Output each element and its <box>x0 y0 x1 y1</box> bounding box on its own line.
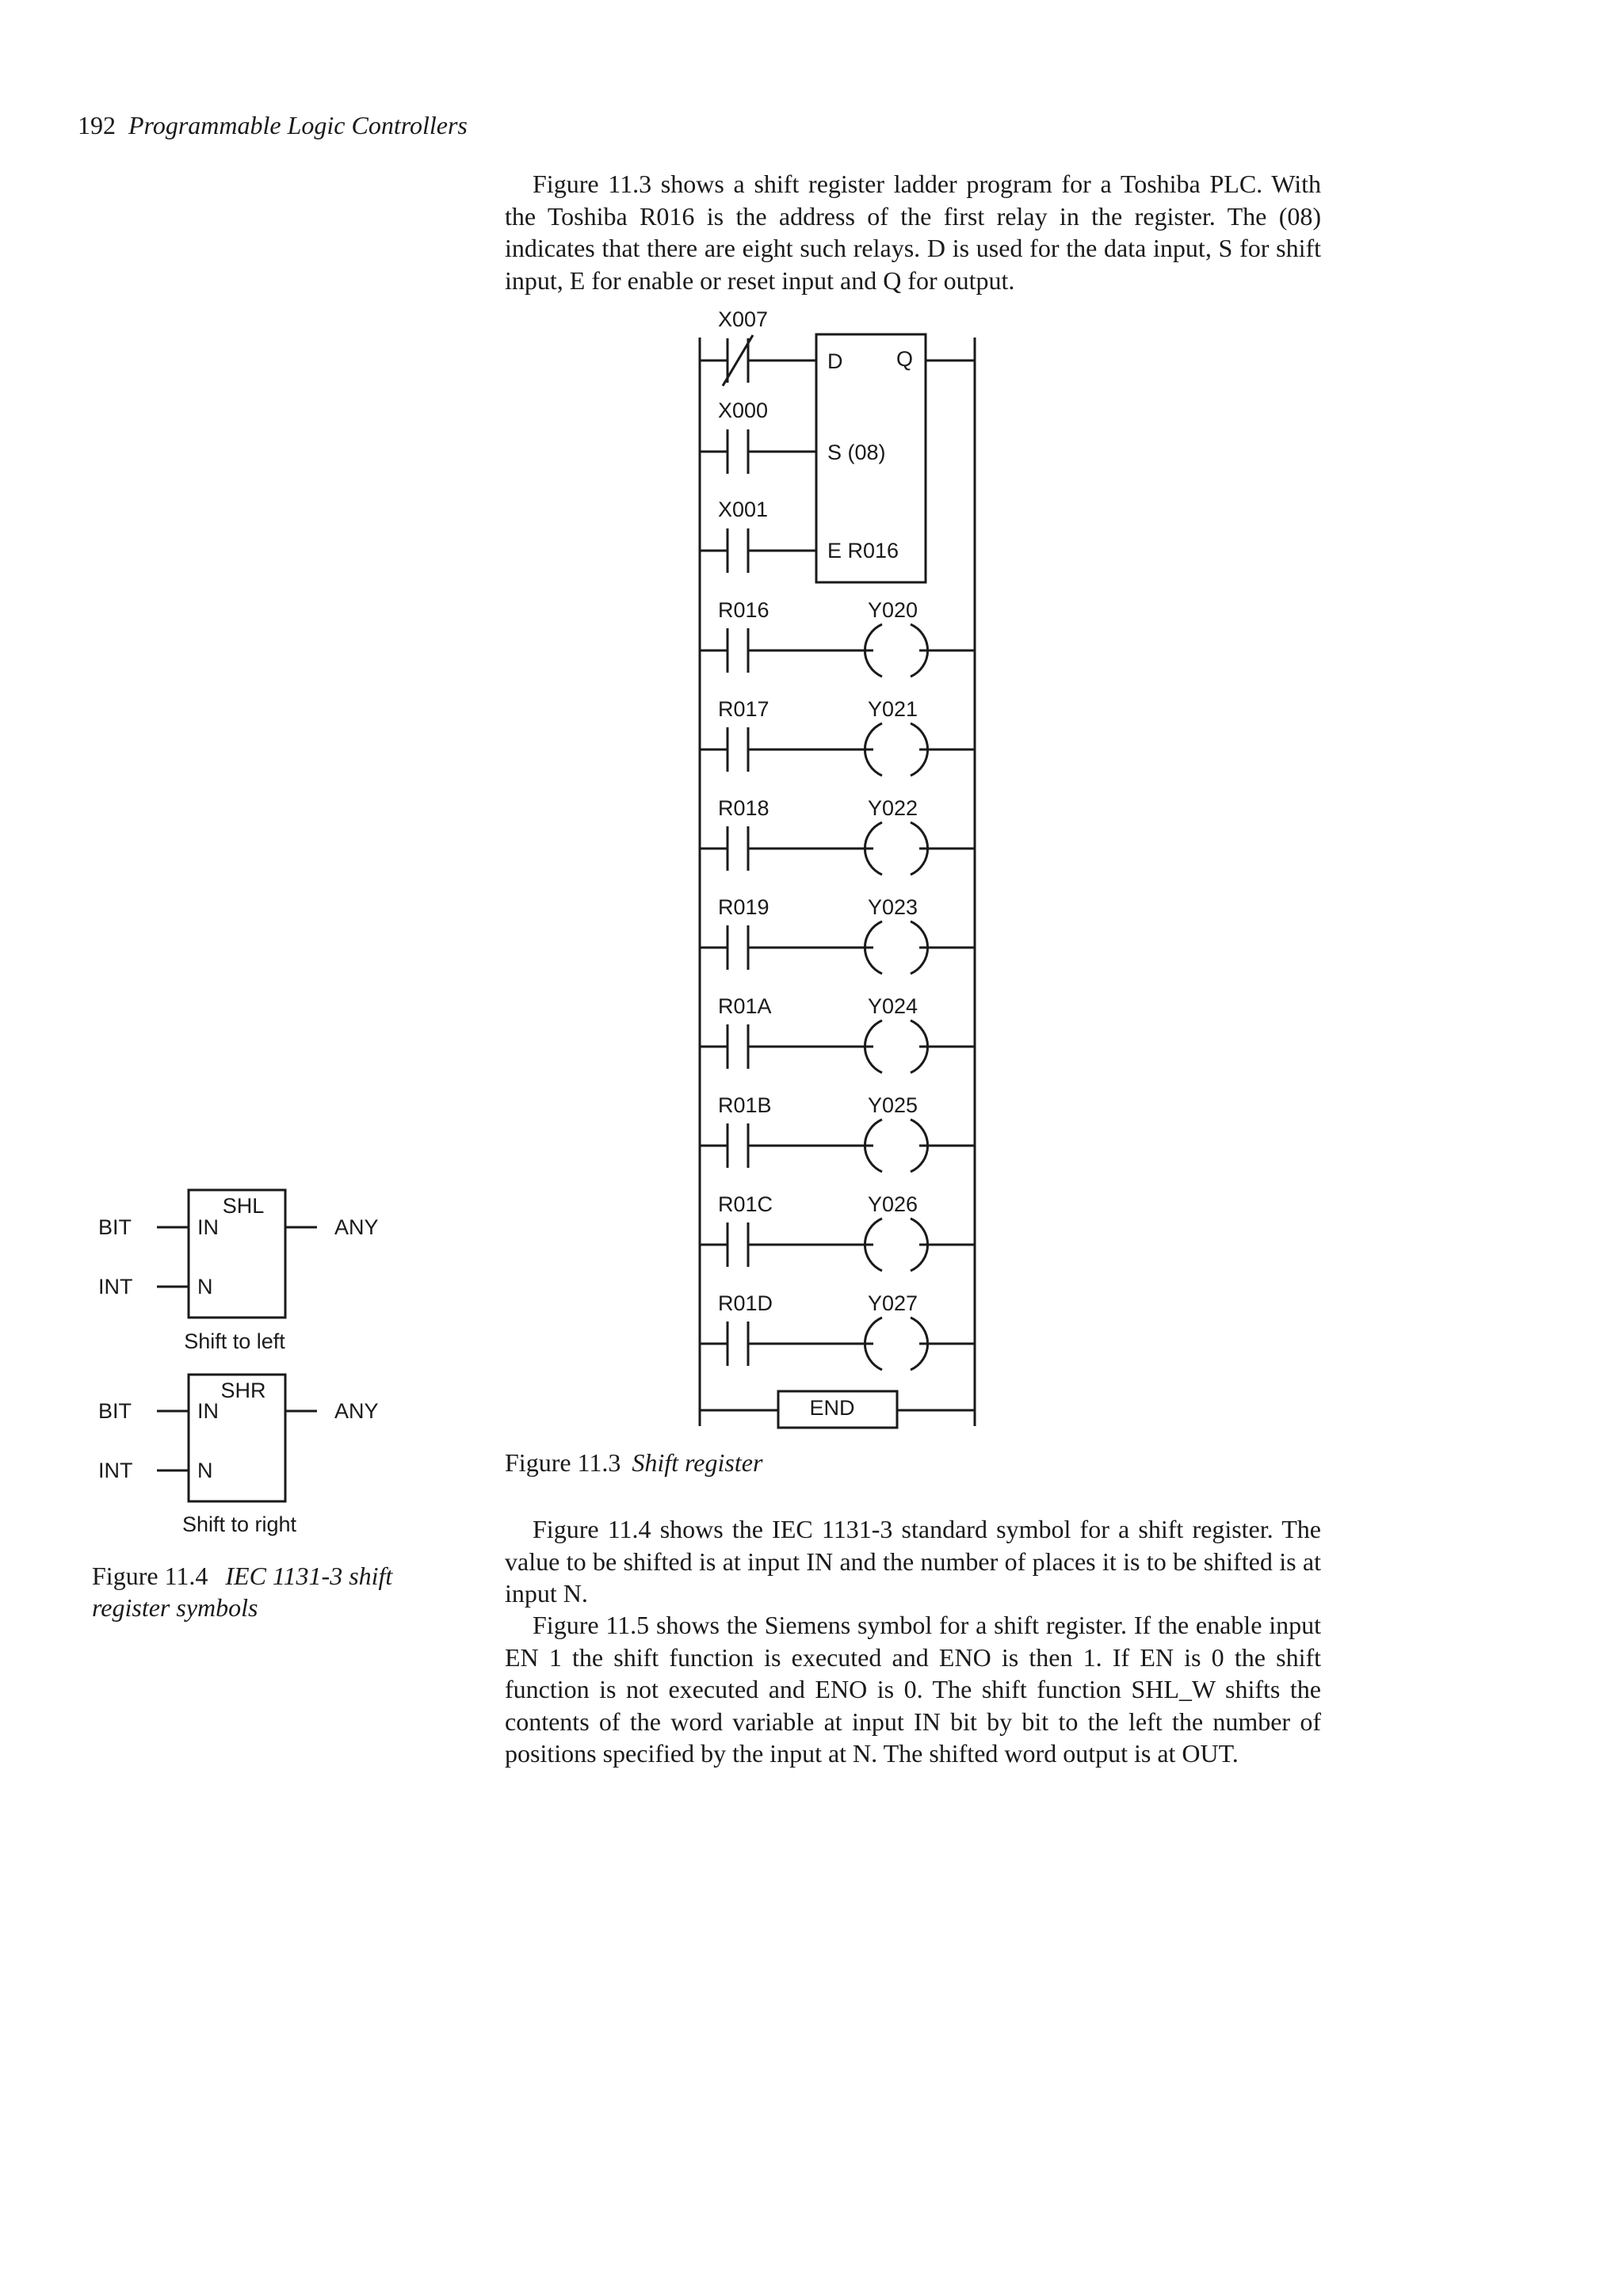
body-paragraph: Figure 11.3 shows a shift register ladder program for a Toshiba PLC. With the Toshiba R016 is the address of the first relay in the register. The (08) indicates that there are eight such relays. D is used for the data input, S for shift input, E for enable or reset input and Q for output. <box>505 170 1321 295</box>
end-label: END <box>809 1396 855 1420</box>
input-contact-label: X007 <box>718 307 769 331</box>
body-paragraph: Figure 11.4 shows the IEC 1131-3 standard symbol for a shift register. The value to be shifted is at input IN and the number of places it is to be shifted is at input N. <box>505 1515 1321 1608</box>
rung-coil-label: Y026 <box>868 1192 918 1216</box>
output-type-label: ANY <box>334 1399 379 1423</box>
rung-contact-label: R018 <box>718 796 769 820</box>
page-number: 192 <box>78 111 116 139</box>
rung-contact-label: R019 <box>718 895 769 919</box>
output-rung <box>700 796 975 875</box>
input-pin-label: IN <box>197 1399 219 1423</box>
rung-contact-label: R01C <box>718 1192 773 1216</box>
caption-title: IEC 1131-3 shift register symbols <box>92 1562 393 1622</box>
input-contact-label: X001 <box>718 498 769 521</box>
rung-contact-label: R01A <box>718 994 772 1018</box>
book-title: Programmable Logic Controllers <box>128 111 468 139</box>
input-pin-label: N <box>197 1275 213 1299</box>
register-e-label: E R016 <box>827 539 899 563</box>
function-block-name: SHL <box>222 1194 265 1218</box>
rung-coil-label: Y020 <box>868 598 918 622</box>
output-rung <box>700 697 975 776</box>
register-d-label: D <box>827 349 843 373</box>
register-s-label: S (08) <box>827 441 886 464</box>
rung-coil-label: Y023 <box>868 895 918 919</box>
output-type-label: ANY <box>334 1215 379 1239</box>
register-q-label: Q <box>896 347 913 371</box>
output-rung <box>700 994 975 1073</box>
output-rung <box>700 1192 975 1271</box>
output-rung <box>700 1093 975 1172</box>
input-type-label: BIT <box>98 1399 132 1423</box>
input-type-label: BIT <box>98 1215 132 1239</box>
caption-number: Figure 11.3 <box>505 1448 621 1477</box>
output-rung <box>700 895 975 974</box>
symbol-caption: Shift to left <box>184 1329 285 1353</box>
output-rung <box>700 1291 975 1370</box>
input-rung <box>700 399 816 474</box>
body-paragraph: Figure 11.5 shows the Siemens symbol for a shift register. If the enable input EN 1 the shift function is executed and ENO is then 1. If EN is 0 the shift function is not executed and ENO is 0. The shift function SHL_W shifts the contents of the word variable at input IN bit by bit to the left the number of positions specified by the input at N. The shifted word output is at OUT. <box>505 1611 1321 1768</box>
rung-contact-label: R017 <box>718 697 769 721</box>
input-rung <box>700 307 816 386</box>
rung-coil-label: Y024 <box>868 994 918 1018</box>
caption-title: Shift register <box>632 1448 763 1477</box>
rung-coil-label: Y025 <box>868 1093 918 1117</box>
rung-contact-label: R016 <box>718 598 769 622</box>
rung-coil-label: Y022 <box>868 796 918 820</box>
input-rung <box>700 498 816 573</box>
input-type-label: INT <box>98 1459 133 1482</box>
input-pin-label: IN <box>197 1215 219 1239</box>
input-contact-label: X000 <box>718 399 769 422</box>
end-rung <box>700 1391 975 1428</box>
figure-caption-11-4 <box>92 1560 449 1623</box>
iec-symbol-shr <box>98 1375 379 1536</box>
rung-coil-label: Y027 <box>868 1291 918 1315</box>
output-rung <box>700 598 975 677</box>
caption-number: Figure 11.4 <box>92 1562 208 1590</box>
shift-register-block <box>816 334 975 582</box>
input-pin-label: N <box>197 1459 213 1482</box>
rung-coil-label: Y021 <box>868 697 918 721</box>
figure-caption-11-3 <box>505 1447 762 1478</box>
rung-contact-label: R01D <box>718 1291 773 1315</box>
symbol-caption: Shift to right <box>181 1512 297 1536</box>
iec-symbol-shl <box>98 1190 379 1353</box>
function-block-name: SHR <box>220 1379 266 1402</box>
rung-contact-label: R01B <box>718 1093 772 1117</box>
input-type-label: INT <box>98 1275 133 1299</box>
